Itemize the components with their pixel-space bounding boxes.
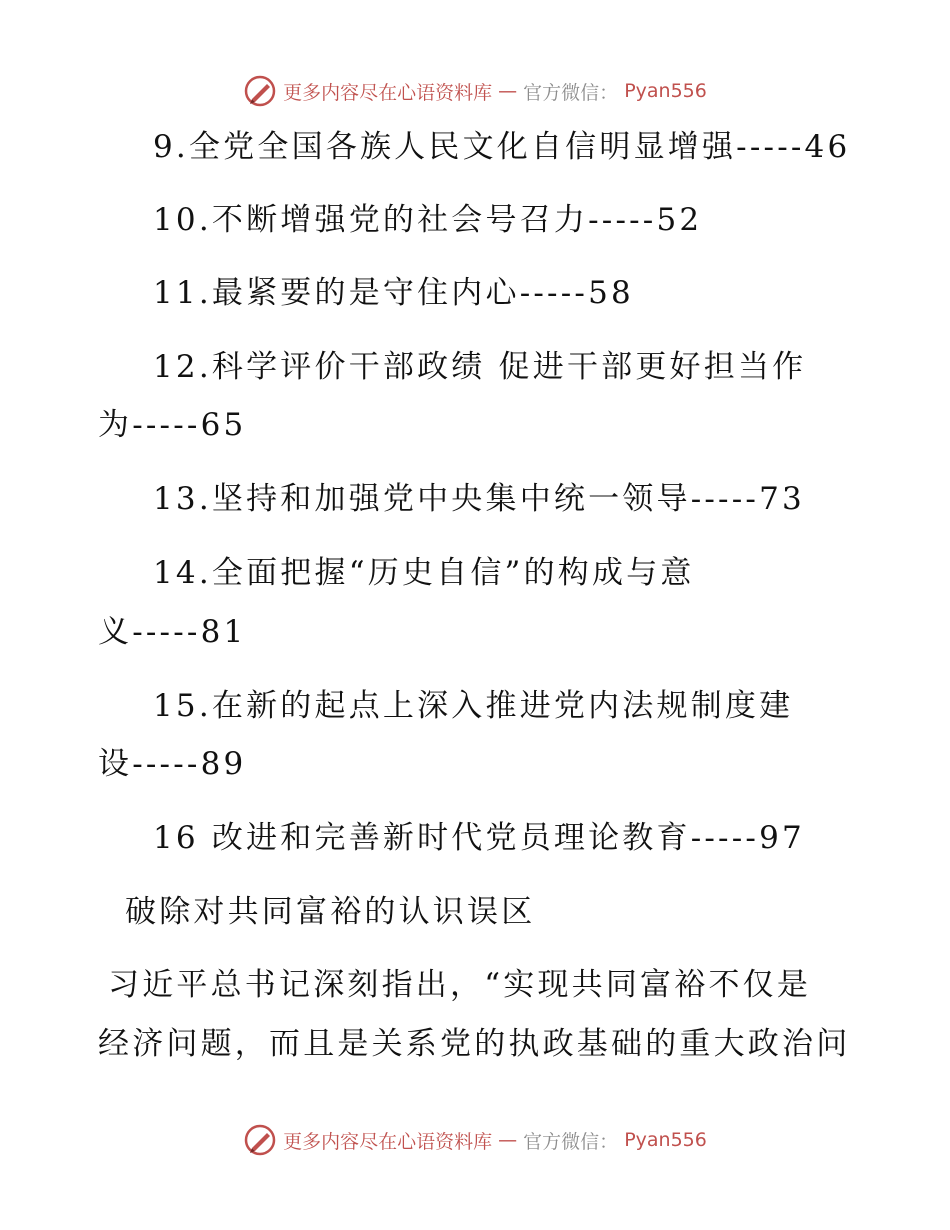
toc-item-16: 16 改进和完善新时代党员理论教育-----97 xyxy=(153,820,805,856)
toc-item-15-continued: 设-----89 xyxy=(98,746,247,782)
body-paragraph-line-1: 习近平总书记深刻指出，“实现共同富裕不仅是 xyxy=(108,967,812,1003)
toc-item-13: 13.坚持和加强党中央集中统一领导-----73 xyxy=(153,481,805,517)
toc-item-14: 14.全面把握“历史自信”的构成与意 xyxy=(153,555,695,591)
pen-circle-logo-icon xyxy=(243,1123,277,1157)
toc-item-11: 11.最紧要的是守住内心-----58 xyxy=(153,275,634,311)
watermark-label: 官方微信： xyxy=(523,81,619,104)
toc-item-14-continued: 义-----81 xyxy=(98,614,247,650)
section-title: 破除对共同富裕的认识误区 xyxy=(125,894,536,930)
toc-item-9: 9.全党全国各族人民文化自信明显增强-----46 xyxy=(153,129,851,165)
watermark-brand: 更多内容尽在心语资料库 xyxy=(283,81,493,104)
toc-item-12: 12.科学评价干部政绩 促进干部更好担当作 xyxy=(153,349,807,385)
watermark-label: 官方微信： xyxy=(523,1130,619,1153)
watermark-separator: — xyxy=(498,80,518,102)
footer-watermark xyxy=(0,1123,950,1157)
body-paragraph-line-2: 经济问题，而且是关系党的执政基础的重大政治问 xyxy=(98,1026,851,1062)
watermark-wechat-id: Pyan556 xyxy=(624,1129,707,1151)
toc-item-15: 15.在新的起点上深入推进党内法规制度建 xyxy=(153,688,794,724)
watermark-separator: — xyxy=(498,1129,518,1151)
toc-item-10: 10.不断增强党的社会号召力-----52 xyxy=(153,202,703,238)
watermark-wechat-id: Pyan556 xyxy=(624,80,707,102)
watermark-brand: 更多内容尽在心语资料库 xyxy=(283,1130,493,1153)
toc-item-12-continued: 为-----65 xyxy=(98,407,247,443)
